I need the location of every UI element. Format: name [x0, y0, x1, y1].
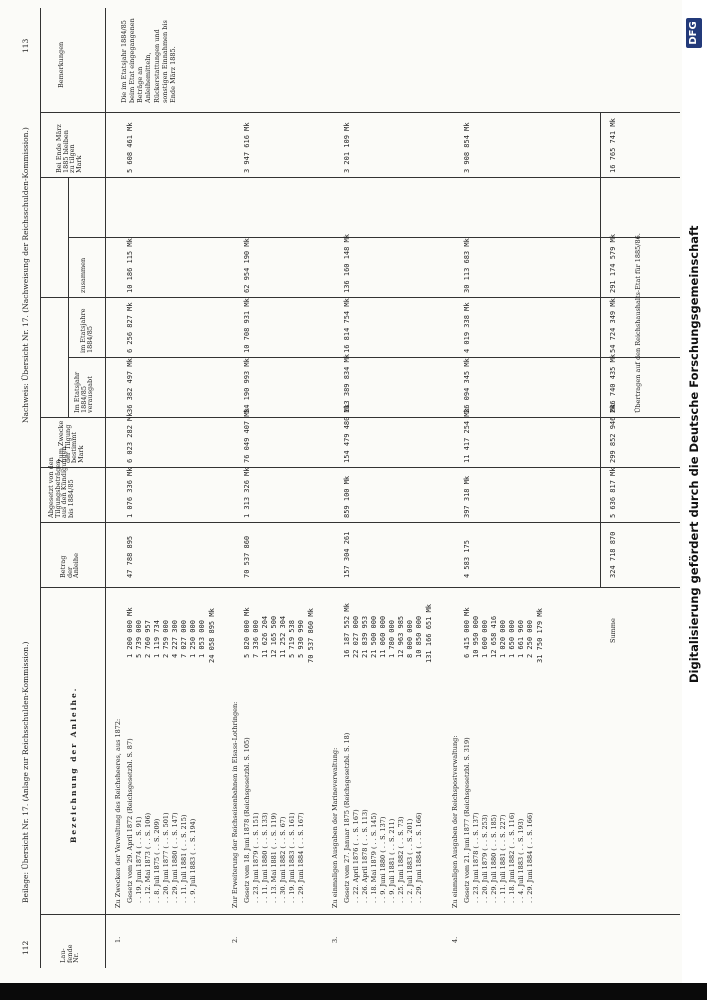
page-number-left: 112: [21, 940, 30, 955]
totals-rule: [600, 113, 601, 588]
row-number: 3.: [331, 936, 339, 943]
abgesetzt: 1 076 336 Mk: [126, 467, 134, 518]
betrag: 4 583 175: [463, 540, 471, 578]
header-left: Beilage: Übersicht Nr. 17. (Anlage zur Reichsschulden-Kommission.): [21, 641, 30, 903]
zusammen: 10 186 115 Mk: [126, 238, 134, 293]
row-number: 4.: [451, 936, 459, 943]
col-header-rest: Bei Ende März 1885 bleiben zu tilgen Mark: [55, 124, 83, 173]
rest: 3 201 109 Mk: [343, 122, 351, 173]
verausgabt: 54 190 993 Mk: [243, 358, 251, 413]
verausgabt: 113 389 834 Mk: [343, 353, 351, 413]
table-top-rule: [40, 8, 41, 968]
abgesetzt: 859 100 Mk: [343, 475, 351, 518]
totals-label: Summe: [609, 618, 617, 643]
etatsjahr: 16 814 754 Mk: [343, 298, 351, 353]
col-header-anleihe: Bezeichnung der Anleihe.: [69, 686, 78, 843]
col-header-zweck: Zum Zwecke der Tilgung bestimmt Mark: [57, 420, 85, 463]
etatsjahr: 4 019 338 Mk: [463, 302, 471, 353]
verausgabt: 26 094 345 Mk: [463, 358, 471, 413]
row-number: 2.: [231, 936, 239, 943]
betrag: 70 537 860: [243, 535, 251, 578]
scan-bottom-edge: [0, 983, 707, 1000]
col-header-betrag: Betrag der Anleihe: [59, 553, 80, 578]
betrag: 157 304 261: [343, 531, 351, 578]
rest: 3 908 854 Mk: [463, 122, 471, 173]
col-header-verausgabt: Im Etatsjahr 1884/85 verausgabt: [73, 371, 94, 413]
zweck: 154 479 480 Mk: [343, 403, 351, 463]
dfg-attribution-strip: [682, 0, 707, 983]
row-title: Zu einmaligen Ausgaben der Marineverwaltung:: [331, 747, 339, 908]
col-header-zusammen: zusammen: [79, 257, 87, 293]
etatsjahr: 6 256 827 Mk: [126, 302, 134, 353]
remarks: Die im Etatsjahr 1884/85 beim Etat eingegangenen Beträge an Anleihemitteln, Rückerstattungen und sonstigen Einnahmen bis Ende März 1885.: [120, 18, 177, 103]
rest: 3 947 616 Mk: [243, 122, 251, 173]
row-number: 1.: [114, 936, 122, 943]
row-title: Zur Erweiterung der Reichseisenbahnen in Elsass-Lothringen:: [231, 701, 239, 908]
zusammen: 136 160 148 Mk: [343, 233, 351, 293]
header-right: Nachweis: Übersicht Nr. 17. (Nachweisung der Reichsschulden-Kommission.): [21, 127, 30, 423]
verausgabt: 36 382 497 Mk: [126, 358, 134, 413]
col-header-nr: Lau- fende Nr.: [59, 944, 80, 963]
col-header-bemerkungen: Bemerkungen: [57, 41, 65, 88]
footnote: Übertragen auf den Reichshaushalts-Etat für 1885/86.: [634, 233, 642, 413]
row-title: Zu einmaligen Ausgaben der Reichspostverwaltung:: [451, 735, 459, 908]
zusammen: 62 954 190 Mk: [243, 238, 251, 293]
subtotal: 31 750 179 Mk: [536, 608, 544, 663]
dfg-logo: DFG: [686, 18, 702, 48]
subtotal: 70 537 860 Mk: [307, 608, 315, 663]
col-header-abgesetzt: Abgesetzt von den Tilgungsbeträgen aus den Kündigungen bis 1884/85: [47, 446, 75, 518]
rest: 5 608 461 Mk: [126, 122, 134, 173]
rotated-table-page: 112 Beilage: Übersicht Nr. 17. (Anlage zur Reichsschulden-Kommission.) Nachweis: Übersicht Nr. 17. (Nachweisung der Reichsschulden-Kommission.) 113 Lau- fende Nr. Bezeichnung der Anleihe. Betrag der Anleihe Abgesetzt von den Tilgungsbeträgen aus den Kündigungen bis 1884/85 Zum Zwecke der Tilgung bestimmt Mark Im Etatsjahr 1884/85 verausgabt im Etatsjahre 1884/85 zusammen Bei Ende März 1885 bleiben zu tilgen Mark Bemerkungen 1. Zu Zwecken der Verwaltung des Reichsheeres, aus 1872: Gesetz vom 29. April 1872 (Reichsgesetzbl. S. 87) . . 19. Juni 1874 ( . . S. 91) . . 12. Mai 1873 ( . . S. 106) . . 8. Juli 1875 ( . . S. 209) . . 20. Juni 1877 ( . . S. 501) . . 29. Juni 1880 ( . . S. 147) . . 11. Juli 1881 ( . . S. 215) . . 9. Juli 1883 ( . . S. 194) 1 200 000 Mk 5 739 000 2 760 957 1 119 734 2 759 000 4 227 300 7 027 000 1 250 000 1 053 000 24 058 895 Mk 47 788 895 1 076 336 Mk 6 023 282 Mk 36 382 497 Mk 6 256 827 Mk 10 186 115 Mk 5 608 461 Mk 2. Zur Erweiterung der Reichseisenbahnen in Elsass-Lothringen: Gesetz vom 18. Juni 1878 (Reichsgesetzbl. S. 105) . . 23. Juni 1879 ( . . S. 151) . . 11. Juni 1880 ( . . S. 133) . . 13. Mai 1881 ( . . S. 119) . . 30. Juni 1882 ( . . S. 67) . . 19. Juni 1883 ( . . S. 161) . . 29. Juni 1884 ( . . S. 167) 5 820 000 Mk 7 336 000 11 626 204 12 165 500 11 252 304 5 719 538 5 930 990 70 537 860 Mk 70 537 860 1 313 326 Mk 76 049 407 Mk 54 190 993 Mk 10 708 931 Mk 62 954 190 Mk 3 947 616 Mk 3. Zu einmaligen Ausgaben der Marineverwaltung: Gesetz vom 27. Januar 1875 (Reichsgesetzbl. S. 18) . . 22. April 1876 ( . . S. 167) . . 26. April 1878 ( . . S. 113) . . 18. Mai 1879 ( . . S. 145) . . 9. Juni 1880 ( . . S. 137) . . 9. Juli 1881 ( . . S. 211) . . 25. Juni 1882 ( . . S. 73) . . 2. Juli 1883 ( . . S. 201) . . 29. Juni 1884 ( . . S. 166) 16 187 552 Mk 22 027 000 21 839 953 21 500 000 11 060 000 1 780 000 12 963 985 8 000 000 10 850 000 131 166 651 Mk 157 304 261 859 100 Mk 154 479 480 Mk 113 389 834 Mk 16 814 754 Mk 136 160 148 Mk 3 201 109 Mk 4. Zu einmaligen Ausgaben der Reichspostverwaltung: Gesetz vom 21. Juni 1877 (Reichsgesetzbl. S. 319) . . 23. Juni 1878 ( . . S. 137) . . 20. Juli 1879 ( . . S. 253) . . 29. Juli 1880 ( . . S. 185) . . 11. Juli 1881 ( . . S. 227) . . 18. Juni 1882 ( . . S. 116) . . 4. Juli 1883 ( . . S. 193) . . 29. Juni 1884 ( . . S. 166) 6 415 000 Mk 10 950 000 1 600 000 12 658 416 1 020 000 1 650 000 1 661 960 2 250 000 31 750 179 Mk 4 583 175 397 318 Mk 11 417 254 Mk 26 094 345 Mk 4 019 338 Mk 30 113 683 Mk 3 908 854 Mk Summe 324 718 870 5 636 817 Mk 299 852 946 Mk 246 740 435 Mk 54 724 349 Mk 291 174 579 Mk 16 765 741 Mk Die im Etatsjahr 1884/85 beim Etat eingegangenen Beträge an Anleihemitteln, Rückerstattungen und sonstigen Einnahmen bis Ende März 1885. Übertragen auf den Reichshaushalts-Etat für 1885/86.: [0, 0, 682, 983]
betrag: 47 788 895: [126, 535, 134, 578]
abgesetzt: 1 313 326 Mk: [243, 467, 251, 518]
row-title: Zu Zwecken der Verwaltung des Reichsheeres, aus 1872:: [114, 718, 122, 908]
zusammen: 30 113 683 Mk: [463, 238, 471, 293]
subtotal: 24 058 895 Mk: [208, 608, 216, 663]
zweck: 11 417 254 Mk: [463, 408, 471, 463]
page-number-right: 113: [21, 38, 30, 53]
abgesetzt: 397 318 Mk: [463, 475, 471, 518]
etatsjahr: 10 708 931 Mk: [243, 298, 251, 353]
zweck: 6 023 282 Mk: [126, 412, 134, 463]
table-header-rule: [105, 8, 106, 968]
subtotal: 131 166 651 Mk: [425, 603, 433, 663]
col-header-etatsjahr: im Etatsjahre 1884/85: [79, 308, 94, 353]
zweck: 76 049 407 Mk: [243, 408, 251, 463]
dfg-attribution-text: Digitalisierung gefördert durch die Deutsche Forschungsgemeinschaft: [687, 225, 701, 683]
